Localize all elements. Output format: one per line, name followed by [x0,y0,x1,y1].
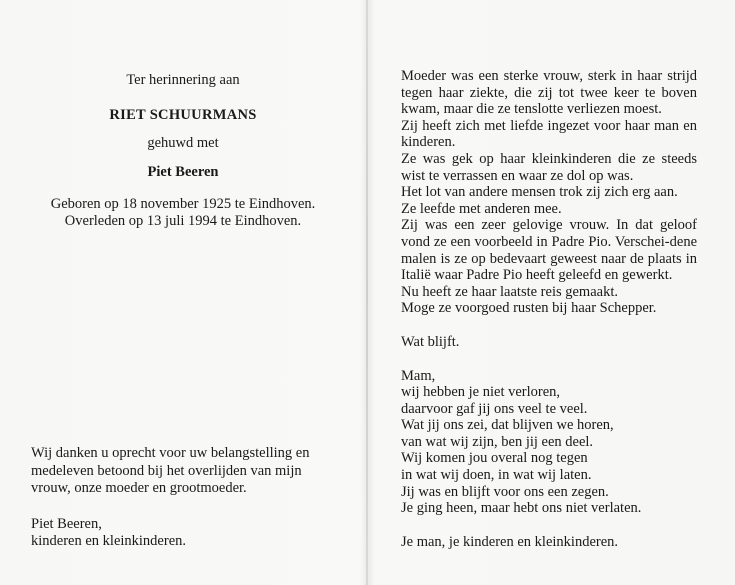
closing-line: Je man, je kinderen en kleinkinderen. [401,533,619,550]
tribute-paragraph: Nu heeft ze haar laatste reis gemaakt. [401,283,618,300]
spouse-name: Piet Beeren [147,164,219,180]
poem-line: in wat wij doen, in wat wij laten. [401,467,592,484]
thanks-line: vrouw, onze moeder en grootmoeder. [31,480,247,496]
memory-intro: Ter herinnering aan [126,72,240,88]
poem-line: Mam, [401,367,436,384]
tribute-paragraph: Ze was gek op haar kleinkinderen die ze steeds wist te verrassen en waar ze dol op was. [401,150,697,184]
poem-line: Je ging heen, maar hebt ons niet verlaten. [401,500,642,517]
death-line: Overleden op 13 juli 1994 te Eindhoven. [64,213,302,229]
tribute-paragraph: Het lot van andere mensen trok zij zich erg aan. [401,184,678,201]
tribute-text [401,68,697,550]
life-dates [0,196,366,230]
poem-line: wij hebben je niet verloren, [401,384,561,401]
married-with: gehuwd met [147,135,219,151]
poem-line: van wat wij zijn, ben jij een deel. [401,433,594,450]
left-panel [0,0,366,585]
tribute-paragraph: Zij heeft zich met liefde ingezet voor haar man en kinderen. [401,117,697,151]
tribute-paragraph: Moge ze voorgoed rusten bij haar Schepper. [401,300,657,317]
thanks-block [31,445,341,551]
thanks-line: medeleven betoond bij het overlijden van mijn [31,462,302,479]
poem-title: Wat blijft. [401,333,460,350]
poem-line: Wat jij ons zei, dat blijven we horen, [401,417,614,434]
birth-line: Geboren op 18 november 1925 te Eindhoven. [50,196,316,212]
deceased-name: RIET SCHUURMANS [109,107,257,123]
tribute-paragraph: Moeder was een sterke vrouw, sterk in haar strijd tegen haar ziekte, die zij tot twee keer te boven kwam, maar die ze tenslotte verliezen moest. [401,68,697,118]
poem-line: Wij komen jou overal nog tegen [401,450,588,467]
tribute-paragraph: Ze leefde met anderen mee. [401,200,562,217]
thanks-line: Wij danken u oprecht voor uw belangstelling en [31,445,310,461]
poem-line: Jij was en blijft voor ons een zegen. [401,483,609,500]
poem-line: daarvoor gaf jij ons veel te veel. [401,400,588,417]
signature-line: Piet Beeren, [31,515,102,532]
tribute-paragraph: Zij was een zeer gelovige vrouw. In dat geloof vond ze een voorbeeld in Padre Pio. Verschei-dene malen is ze op bedevaart geweest naar de plaats in Italië waar Padre Pio heeft geleefd en gewerkt. [401,217,697,284]
right-panel [368,0,735,585]
signature-line: kinderen en kleinkinderen. [31,533,187,549]
